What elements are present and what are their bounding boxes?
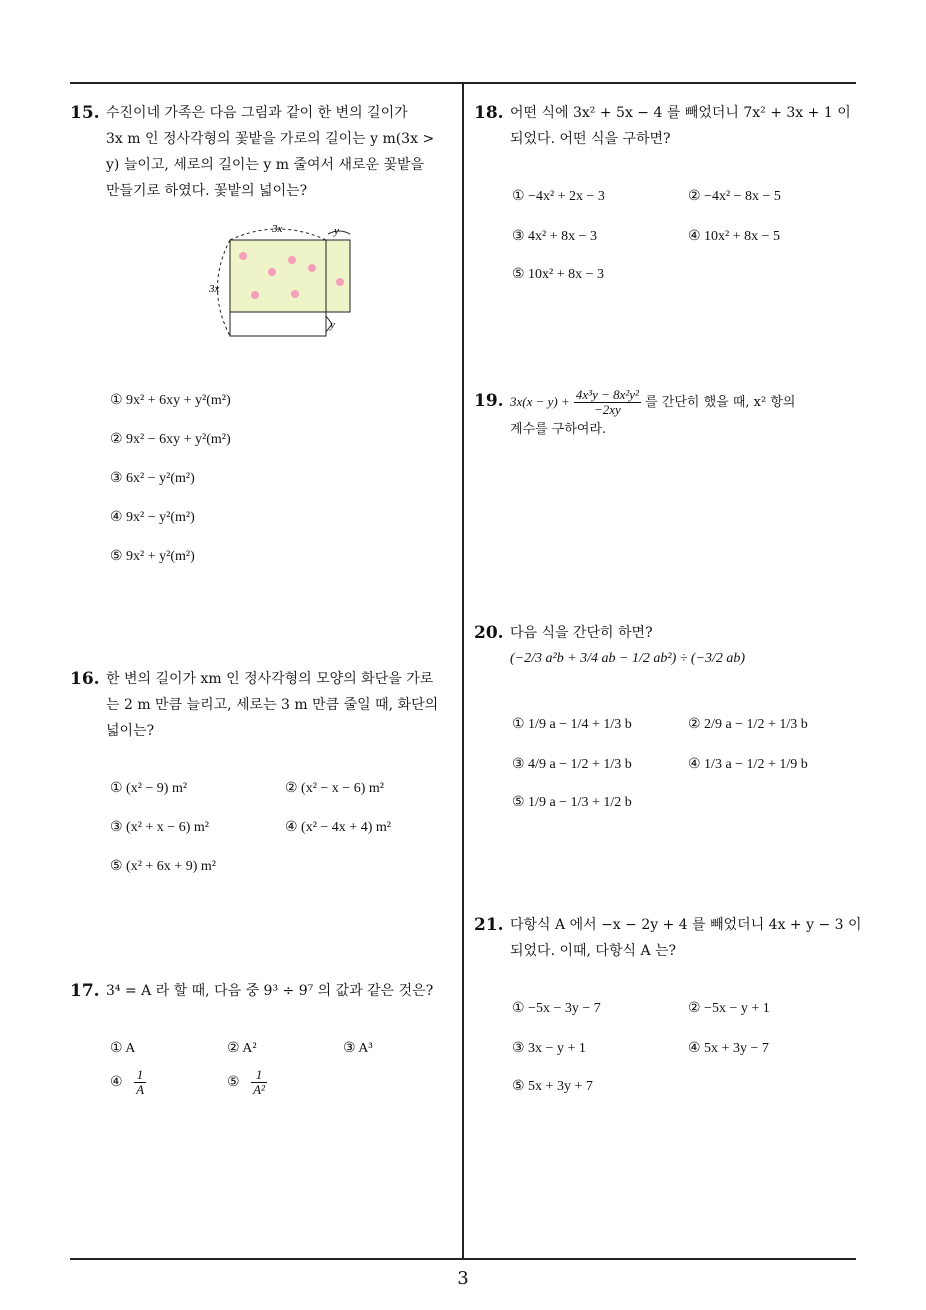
question-text xyxy=(106,100,460,204)
q15-option-4[interactable]: ④ 9x² − y²(m²) xyxy=(110,510,195,525)
q17-option-1[interactable]: ① A xyxy=(110,1041,136,1056)
question-20 xyxy=(474,620,864,672)
question-line: 다음 식을 간단히 하면? xyxy=(510,625,653,641)
question-line: 계수를 구하여라. xyxy=(510,422,607,437)
fraction-denominator: A xyxy=(136,1082,145,1097)
question-16 xyxy=(70,666,460,744)
q20-option-1[interactable]: ① 1/9 a − 1/4 + 1/3 b xyxy=(512,717,632,732)
q18-option-3[interactable]: ③ 4x² + 8x − 3 xyxy=(512,229,598,244)
q15-option-2[interactable]: ② 9x² − 6xy + y²(m²) xyxy=(110,432,231,447)
fraction-denominator: A² xyxy=(253,1082,265,1097)
question-18 xyxy=(474,100,864,152)
q17-option-2[interactable]: ② A² xyxy=(227,1041,257,1056)
question-21 xyxy=(474,912,864,964)
question-text xyxy=(510,100,864,152)
fraction xyxy=(574,388,641,417)
question-15 xyxy=(70,100,460,204)
question-number: 17. xyxy=(70,981,100,1001)
q16-option-3[interactable]: ③ (x² + x − 6) m² xyxy=(110,820,209,835)
question-19 xyxy=(474,388,864,443)
q21-option-5[interactable]: ⑤ 5x + 3y + 7 xyxy=(512,1079,593,1094)
q18-option-1[interactable]: ① −4x² + 2x − 3 xyxy=(512,189,605,204)
fraction-numerator: 4x³y − 8x²y² xyxy=(575,387,639,402)
q21-option-1[interactable]: ① −5x − 3y − 7 xyxy=(512,1001,601,1016)
expression: (−2/3 a²b + 3/4 ab − 1/2 ab²) ÷ (−3/2 ab) xyxy=(510,651,746,666)
q18-option-4[interactable]: ④ 10x² + 8x − 5 xyxy=(688,229,781,244)
fraction-numerator: 1 xyxy=(134,1068,146,1083)
question-line: 되었다. 어떤 식을 구하면? xyxy=(510,131,671,147)
q20-option-4[interactable]: ④ 1/3 a − 1/2 + 1/9 b xyxy=(688,757,808,772)
q16-option-4[interactable]: ④ (x² − 4x + 4) m² xyxy=(285,820,391,835)
question-line: 는 2 m 만큼 늘리고, 세로는 3 m 만큼 줄일 때, 화단의 xyxy=(106,697,439,713)
q21-option-3[interactable]: ③ 3x − y + 1 xyxy=(512,1041,586,1056)
question-line: 만들기로 하였다. 꽃밭의 넓이는? xyxy=(106,183,308,199)
figure-label-top: 3x xyxy=(272,223,283,235)
q16-option-5[interactable]: ⑤ (x² + 6x + 9) m² xyxy=(110,859,216,874)
column-divider xyxy=(462,83,464,1260)
question-number: 19. xyxy=(474,391,504,411)
question-line: 한 변의 길이가 xm 인 정사각형의 모양의 화단을 가로 xyxy=(106,671,434,687)
question-line: 3x m 인 정사각형의 꽃밭을 가로의 길이는 y m(3x > xyxy=(106,131,435,147)
fraction xyxy=(134,1068,146,1097)
question-line: 되었다. 이때, 다항식 A 는? xyxy=(510,943,677,959)
q17-option-5[interactable] xyxy=(227,1068,267,1097)
question-line: 3⁴ = A 라 할 때, 다음 중 9³ ÷ 9⁷ 의 값과 같은 것은? xyxy=(106,983,434,999)
q16-option-1[interactable]: ① (x² − 9) m² xyxy=(110,781,188,796)
question-number: 21. xyxy=(474,915,504,935)
question-text xyxy=(510,620,864,672)
question-line: 수진이네 가족은 다음 그림과 같이 한 변의 길이가 xyxy=(106,105,408,121)
question-line: y) 늘이고, 세로의 길이는 y m 줄여서 새로운 꽃밭을 xyxy=(106,157,425,173)
fraction-denominator: −2xy xyxy=(594,402,621,417)
expression: 3x(x − y) + xyxy=(510,394,570,409)
q16-option-2[interactable]: ② (x² − x − 6) m² xyxy=(285,781,384,796)
question-text xyxy=(510,388,864,443)
figure-label-left: 3x xyxy=(209,283,220,295)
question-number: 15. xyxy=(70,103,100,123)
question-line: 다항식 A 에서 −x − 2y + 4 를 빼었더니 4x + y − 3 이 xyxy=(510,917,862,933)
q15-option-5[interactable]: ⑤ 9x² + y²(m²) xyxy=(110,549,195,564)
question-text xyxy=(106,978,460,1004)
figure-label-right-bottom: y xyxy=(330,319,335,331)
question-17 xyxy=(70,978,460,1004)
question-number: 16. xyxy=(70,669,100,689)
q20-option-3[interactable]: ③ 4/9 a − 1/2 + 1/3 b xyxy=(512,757,632,772)
q21-option-2[interactable]: ② −5x − y + 1 xyxy=(688,1001,770,1016)
question-text xyxy=(106,666,460,744)
question-text xyxy=(510,912,864,964)
q20-option-2[interactable]: ② 2/9 a − 1/2 + 1/3 b xyxy=(688,717,808,732)
option-label: ⑤ xyxy=(227,1073,240,1090)
q18-option-2[interactable]: ② −4x² − 8x − 5 xyxy=(688,189,781,204)
flowerbed-figure xyxy=(200,220,370,345)
figure-label-right-top: y xyxy=(334,225,339,237)
question-line: 넓이는? xyxy=(106,723,155,739)
question-line xyxy=(510,388,864,417)
fraction-numerator: 1 xyxy=(251,1068,267,1083)
q17-option-3[interactable]: ③ A³ xyxy=(343,1041,373,1056)
q18-option-5[interactable]: ⑤ 10x² + 8x − 3 xyxy=(512,267,605,282)
option-label: ④ xyxy=(110,1073,123,1090)
q15-option-1[interactable]: ① 9x² + 6xy + y²(m²) xyxy=(110,393,231,408)
q20-option-5[interactable]: ⑤ 1/9 a − 1/3 + 1/2 b xyxy=(512,795,632,810)
bottom-rule xyxy=(70,1258,856,1260)
question-number: 20. xyxy=(474,623,504,643)
question-text-tail: 를 간단히 했을 때, x² 항의 xyxy=(645,395,796,410)
q15-option-3[interactable]: ③ 6x² − y²(m²) xyxy=(110,471,195,486)
question-line: 어떤 식에 3x² + 5x − 4 를 빼었더니 7x² + 3x + 1 이 xyxy=(510,105,851,121)
fraction xyxy=(251,1068,267,1097)
q21-option-4[interactable]: ④ 5x + 3y − 7 xyxy=(688,1041,769,1056)
page-number: 3 xyxy=(457,1268,469,1289)
question-number: 18. xyxy=(474,103,504,123)
q17-option-4[interactable] xyxy=(110,1068,146,1097)
